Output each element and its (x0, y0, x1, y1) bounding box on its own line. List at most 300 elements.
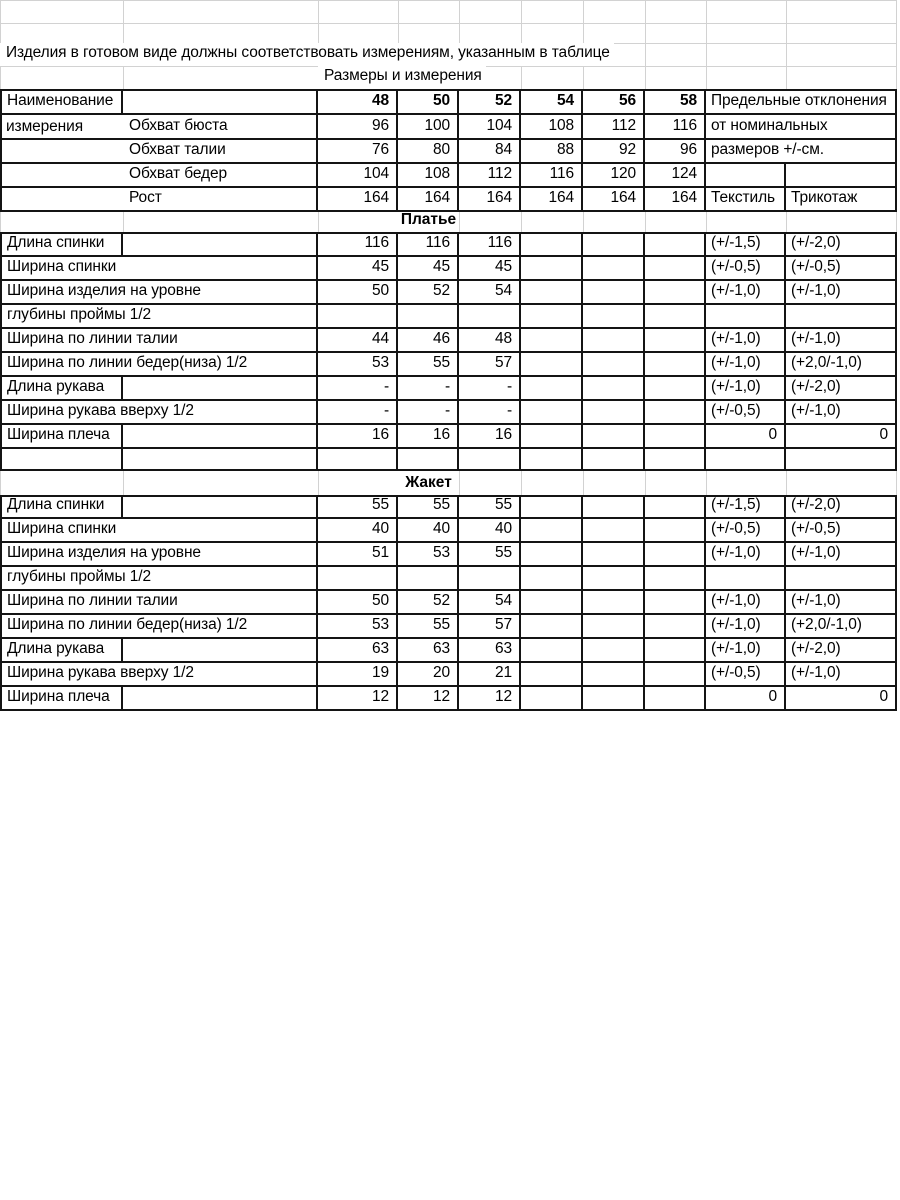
row-label-cell: Ширина по линии бедер(низа) 1/2 (0, 353, 318, 377)
model-row (0, 0, 897, 23)
value-cell: 54 (459, 591, 521, 615)
gridline (0, 212, 1, 232)
body-measure-value: 108 (521, 115, 583, 140)
value-cell: 16 (398, 425, 459, 449)
value-cell (459, 567, 521, 591)
empty-cell (123, 425, 318, 449)
value-cell: 12 (459, 687, 521, 711)
empty-cell (645, 591, 706, 615)
body-measure-value: 164 (398, 188, 459, 212)
value-cell: 16 (459, 425, 521, 449)
value-cell: 12 (318, 687, 398, 711)
gridline (318, 0, 319, 23)
gridline (583, 212, 584, 232)
empty-cell (521, 281, 583, 305)
value-cell: 52 (398, 281, 459, 305)
gridline (786, 66, 787, 89)
gridline (318, 212, 319, 232)
value-cell: 63 (318, 639, 398, 663)
measure-row (0, 305, 897, 329)
value-cell: - (318, 401, 398, 425)
empty-cell (521, 615, 583, 639)
gridline (0, 0, 897, 1)
gridline (521, 471, 522, 495)
tolerance-textile-cell: (+/-1,0) (706, 591, 786, 615)
tolerance-textile-cell: (+/-1,0) (706, 353, 786, 377)
tolerance-textile-cell: (+/-0,5) (706, 663, 786, 687)
body-measure-label: Обхват талии (0, 140, 318, 164)
gridline (318, 471, 319, 495)
value-cell: 54 (459, 281, 521, 305)
gridline (583, 66, 584, 89)
body-measure-value: 164 (459, 188, 521, 212)
empty-cell (583, 639, 645, 663)
value-cell (318, 567, 398, 591)
sizes-title: Размеры и измерения (318, 66, 486, 89)
body-measure-label: Рост (0, 188, 318, 212)
tolerance-textile-cell: (+/-1,0) (706, 639, 786, 663)
size-col-header: 52 (459, 89, 521, 115)
value-cell: 53 (318, 615, 398, 639)
gridline (645, 43, 646, 66)
textile-header: Текстиль (706, 188, 786, 212)
empty-cell (645, 305, 706, 329)
empty-cell (645, 543, 706, 567)
gridline (645, 212, 646, 232)
empty-cell (521, 353, 583, 377)
gridline (896, 43, 897, 66)
empty-cell (521, 257, 583, 281)
gridline (645, 23, 646, 43)
tolerance-textile-cell: 0 (706, 687, 786, 711)
empty-cell (645, 639, 706, 663)
gridline (583, 0, 584, 23)
empty-cell (645, 519, 706, 543)
gridline (123, 66, 124, 89)
empty-cell (521, 305, 583, 329)
empty-cell (123, 449, 318, 471)
empty-cell (583, 687, 645, 711)
gridline (896, 0, 897, 23)
empty-cell (583, 305, 645, 329)
row-label-cell: Длина спинки (0, 495, 123, 519)
empty-cell (583, 591, 645, 615)
value-cell: 51 (318, 543, 398, 567)
gridline (706, 23, 707, 43)
measure-row (0, 257, 897, 281)
gridline (459, 471, 460, 495)
sizes-title-row (0, 66, 897, 89)
empty-cell (645, 257, 706, 281)
value-cell: - (398, 401, 459, 425)
measure-row (0, 519, 897, 543)
gridline (0, 23, 897, 24)
tolerance-knit-cell (786, 567, 897, 591)
row-label-cell: Длина рукава (0, 377, 123, 401)
value-cell: 55 (459, 543, 521, 567)
empty-cell (521, 401, 583, 425)
gridline (123, 212, 124, 232)
row-label-cell: глубины проймы 1/2 (0, 567, 318, 591)
empty-cell (521, 663, 583, 687)
gridline (896, 23, 897, 43)
gridline (0, 66, 1, 89)
col-name-header: Наименование (0, 89, 123, 115)
value-cell: 55 (318, 495, 398, 519)
section-title: Жакет (398, 471, 459, 495)
empty-cell (398, 449, 459, 471)
empty-cell (521, 567, 583, 591)
tolerance-note: размеров +/-см. (706, 140, 897, 164)
gridline (521, 66, 522, 89)
section-title-row (0, 212, 897, 232)
empty-cell (583, 353, 645, 377)
body-measure-value: 88 (521, 140, 583, 164)
tolerance-textile-cell (706, 567, 786, 591)
tolerance-textile-cell: (+/-1,0) (706, 615, 786, 639)
gridline (459, 212, 460, 232)
value-cell: 44 (318, 329, 398, 353)
empty-cell (645, 663, 706, 687)
empty-cell (0, 449, 123, 471)
body-measure-value: 164 (583, 188, 645, 212)
value-cell: 57 (459, 353, 521, 377)
value-cell: 45 (318, 257, 398, 281)
measure-row (0, 663, 897, 687)
gridline (459, 0, 460, 23)
gridline (706, 212, 707, 232)
empty-cell (583, 519, 645, 543)
tolerance-textile-cell: (+/-1,0) (706, 329, 786, 353)
gridline (123, 0, 124, 23)
measure-row (0, 615, 897, 639)
empty-cell (521, 329, 583, 353)
empty-cell (645, 615, 706, 639)
empty-cell (645, 567, 706, 591)
empty-cell (583, 615, 645, 639)
gridline (318, 23, 319, 43)
note-row (0, 43, 897, 66)
gridline (786, 471, 787, 495)
gridline (786, 43, 787, 66)
empty-cell (645, 495, 706, 519)
value-cell: - (459, 377, 521, 401)
tolerance-knit-cell: (+/-1,0) (786, 543, 897, 567)
gridline (459, 23, 460, 43)
value-cell: - (318, 377, 398, 401)
value-cell: 45 (398, 257, 459, 281)
body-measure-value: 104 (318, 164, 398, 188)
value-cell: 40 (318, 519, 398, 543)
tolerance-knit-cell: (+2,0/-1,0) (786, 615, 897, 639)
body-measure-value: 116 (645, 115, 706, 140)
size-col-header: 56 (583, 89, 645, 115)
row-label-cell: Длина спинки (0, 232, 123, 257)
value-cell: 55 (398, 353, 459, 377)
body-measure-value: 92 (583, 140, 645, 164)
body-measure-row (0, 140, 897, 164)
empty-cell (521, 519, 583, 543)
value-cell (398, 567, 459, 591)
empty-cell (645, 329, 706, 353)
empty-cell (645, 425, 706, 449)
body-measure-value: 124 (645, 164, 706, 188)
measure-row (0, 639, 897, 663)
size-col-header: 54 (521, 89, 583, 115)
value-cell: 116 (318, 232, 398, 257)
tolerance-knit-cell: (+/-1,0) (786, 401, 897, 425)
gridline (123, 23, 124, 43)
size-col-header: 58 (645, 89, 706, 115)
body-measure-value: 112 (583, 115, 645, 140)
gridline (786, 23, 787, 43)
tolerance-knit-cell (786, 305, 897, 329)
tolerance-textile-cell: (+/-1,0) (706, 543, 786, 567)
value-cell: 55 (459, 495, 521, 519)
empty-cell (583, 663, 645, 687)
empty-cell (786, 449, 897, 471)
section-title-row (0, 471, 897, 495)
empty-cell (583, 257, 645, 281)
measure-row (0, 401, 897, 425)
tolerance-knit-cell: (+/-2,0) (786, 495, 897, 519)
row-label-cell: Ширина спинки (0, 257, 318, 281)
measure-row (0, 687, 897, 711)
gridline (0, 23, 1, 43)
value-cell: 21 (459, 663, 521, 687)
empty-cell (123, 639, 318, 663)
empty-cell (583, 543, 645, 567)
measure-row (0, 425, 897, 449)
value-cell (398, 305, 459, 329)
value-cell: - (459, 401, 521, 425)
row-label-cell: Ширина плеча (0, 425, 123, 449)
empty-cell (583, 425, 645, 449)
body-measure-value: 164 (645, 188, 706, 212)
measure-row (0, 232, 897, 257)
gridline (123, 471, 124, 495)
tolerance-knit-cell: 0 (786, 425, 897, 449)
gridline (896, 66, 897, 89)
measure-row (0, 567, 897, 591)
value-cell: 45 (459, 257, 521, 281)
value-cell: 57 (459, 615, 521, 639)
body-measure-row (0, 164, 897, 188)
empty-cell (706, 449, 786, 471)
empty-cell (521, 687, 583, 711)
value-cell: 52 (398, 591, 459, 615)
gridline (896, 471, 897, 495)
value-cell (318, 305, 398, 329)
body-measure-value: 116 (521, 164, 583, 188)
row-label-cell: Ширина спинки (0, 519, 318, 543)
empty-cell (521, 377, 583, 401)
gridline (0, 0, 1, 23)
empty-cell (645, 449, 706, 471)
empty-cell (786, 164, 897, 188)
empty-cell (583, 232, 645, 257)
row-label-cell: Ширина изделия на уровне (0, 281, 318, 305)
tolerance-textile-cell: (+/-1,0) (706, 281, 786, 305)
row-label-cell: Ширина по линии талии (0, 329, 318, 353)
body-measure-value: 104 (459, 115, 521, 140)
empty-cell (123, 89, 318, 115)
value-cell: 48 (459, 329, 521, 353)
value-cell: 55 (398, 495, 459, 519)
value-cell: 116 (459, 232, 521, 257)
value-cell: 16 (318, 425, 398, 449)
measure-row (0, 329, 897, 353)
empty-cell (521, 425, 583, 449)
body-measure-value: 164 (521, 188, 583, 212)
value-cell: 50 (318, 591, 398, 615)
tolerance-knit-cell: (+2,0/-1,0) (786, 353, 897, 377)
value-cell: 46 (398, 329, 459, 353)
value-cell: 63 (398, 639, 459, 663)
gridline (0, 471, 1, 495)
empty-cell (645, 281, 706, 305)
tolerance-knit-cell: (+/-1,0) (786, 281, 897, 305)
gridline (398, 0, 399, 23)
measure-row (0, 495, 897, 519)
gridline (645, 66, 646, 89)
empty-cell (645, 232, 706, 257)
empty-cell (123, 232, 318, 257)
gridline (896, 212, 897, 232)
body-measure-value: 96 (645, 140, 706, 164)
empty-cell (521, 232, 583, 257)
size-col-header: 48 (318, 89, 398, 115)
body-measure-value: 76 (318, 140, 398, 164)
empty-cell (521, 495, 583, 519)
empty-cell (706, 164, 786, 188)
body-measure-value: 80 (398, 140, 459, 164)
tolerance-knit-cell: (+/-2,0) (786, 639, 897, 663)
row-label-cell: глубины проймы 1/2 (0, 305, 318, 329)
tolerance-textile-cell: (+/-1,5) (706, 232, 786, 257)
value-cell: 19 (318, 663, 398, 687)
value-cell: 55 (398, 615, 459, 639)
empty-cell (645, 377, 706, 401)
gridline (521, 212, 522, 232)
gridline (706, 66, 707, 89)
size-col-header: 50 (398, 89, 459, 115)
body-measure-label: Обхват бедер (0, 164, 318, 188)
empty-cell (123, 495, 318, 519)
empty-cell (123, 377, 318, 401)
gridline (645, 471, 646, 495)
measure-row (0, 353, 897, 377)
empty-cell (521, 639, 583, 663)
empty-cell (645, 353, 706, 377)
section-title: Платье (398, 212, 459, 232)
empty-cell (583, 401, 645, 425)
value-cell: 63 (459, 639, 521, 663)
value-cell: 53 (318, 353, 398, 377)
gridline (521, 0, 522, 23)
tolerance-textile-cell: (+/-0,5) (706, 401, 786, 425)
tolerance-textile-cell: (+/-1,5) (706, 495, 786, 519)
gridline (583, 23, 584, 43)
tolerance-textile-cell: (+/-1,0) (706, 377, 786, 401)
empty-cell (645, 687, 706, 711)
gridline (583, 471, 584, 495)
value-cell: 40 (398, 519, 459, 543)
row-label-cell: Ширина плеча (0, 687, 123, 711)
tolerance-knit-cell: 0 (786, 687, 897, 711)
gridline (706, 43, 707, 66)
body-measure-value: 100 (398, 115, 459, 140)
tolerance-knit-cell: (+/-1,0) (786, 663, 897, 687)
value-cell: 12 (398, 687, 459, 711)
empty-cell (521, 543, 583, 567)
finished-goods-note: Изделия в готовом виде должны соответствовать измерениям, указанным в таблице (0, 43, 614, 66)
measure-row (0, 591, 897, 615)
tolerance-knit-cell: (+/-0,5) (786, 519, 897, 543)
empty-cell (583, 329, 645, 353)
tolerance-knit-cell: (+/-0,5) (786, 257, 897, 281)
value-cell (459, 305, 521, 329)
empty-cell (583, 377, 645, 401)
body-measure-label: Обхват бюста (0, 115, 318, 140)
body-measure-value: 84 (459, 140, 521, 164)
size-header-row (0, 89, 897, 115)
body-measure-value: 112 (459, 164, 521, 188)
value-cell: 40 (459, 519, 521, 543)
body-measure-row (0, 188, 897, 212)
gridline (521, 23, 522, 43)
empty-cell (645, 401, 706, 425)
tolerance-note: Предельные отклонения (706, 89, 897, 115)
col-name-header-line2: измерения (6, 118, 83, 136)
measure-row (0, 543, 897, 567)
empty-cell (521, 591, 583, 615)
empty-cell (583, 449, 645, 471)
row-label-cell: Ширина изделия на уровне (0, 543, 318, 567)
tolerance-textile-cell: 0 (706, 425, 786, 449)
value-cell: 116 (398, 232, 459, 257)
body-measure-row (0, 115, 897, 140)
tolerance-knit-cell: (+/-1,0) (786, 329, 897, 353)
gridline (786, 212, 787, 232)
gridline (706, 471, 707, 495)
value-cell: 53 (398, 543, 459, 567)
tolerance-knit-cell: (+/-2,0) (786, 377, 897, 401)
body-measure-value: 108 (398, 164, 459, 188)
tolerance-textile-cell: (+/-0,5) (706, 257, 786, 281)
row-label-cell: Ширина по линии талии (0, 591, 318, 615)
knit-header: Трикотаж (786, 188, 897, 212)
value-cell: 20 (398, 663, 459, 687)
gridline (706, 0, 707, 23)
empty-cell (583, 495, 645, 519)
body-measure-value: 96 (318, 115, 398, 140)
gridline (786, 0, 787, 23)
empty-cell (521, 449, 583, 471)
empty-bordered-row (0, 449, 897, 471)
empty-cell (583, 567, 645, 591)
body-measure-value: 120 (583, 164, 645, 188)
row-label-cell: Ширина по линии бедер(низа) 1/2 (0, 615, 318, 639)
measure-row (0, 281, 897, 305)
row-label-cell: Ширина рукава вверху 1/2 (0, 401, 318, 425)
empty-cell (318, 449, 398, 471)
empty-row (0, 23, 897, 43)
body-measure-value: 164 (318, 188, 398, 212)
tolerance-textile-cell (706, 305, 786, 329)
tolerance-knit-cell: (+/-2,0) (786, 232, 897, 257)
measure-row (0, 377, 897, 401)
